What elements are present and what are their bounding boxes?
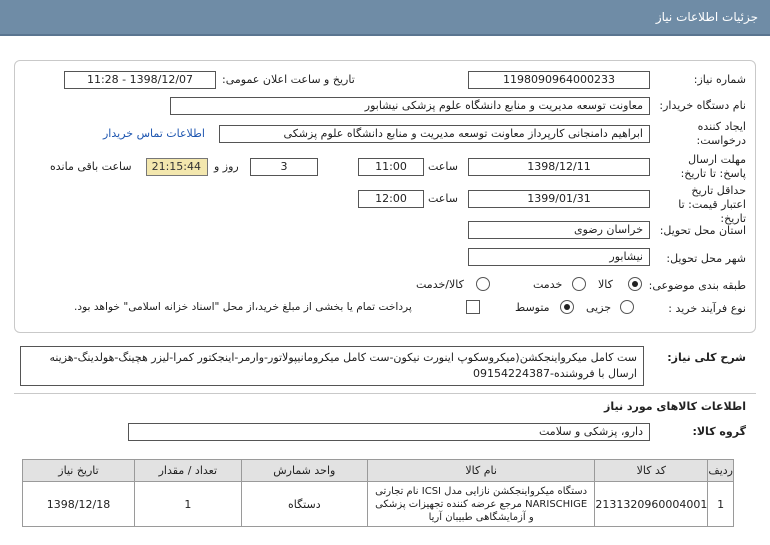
cell-quantity: 1 bbox=[135, 482, 242, 527]
category-option-goods-service: کالا/خدمت bbox=[416, 278, 464, 291]
goods-group-label: گروه کالا: bbox=[692, 425, 746, 438]
category-radio-goods[interactable] bbox=[628, 277, 642, 291]
remaining-time-label: ساعت باقی مانده bbox=[50, 160, 132, 173]
category-option-service: خدمت bbox=[533, 278, 563, 291]
need-number-label: شماره نیاز: bbox=[693, 73, 746, 86]
validity-label: حداقل تاریخ اعتبار قیمت: تا تاریخ: bbox=[678, 184, 746, 225]
province-label: استان محل تحویل: bbox=[659, 224, 746, 237]
validity-date-field: 1399/01/31 bbox=[468, 190, 650, 208]
announce-field: 1398/12/07 - 11:28 bbox=[64, 71, 216, 89]
section-divider bbox=[14, 393, 756, 394]
validity-time-field: 12:00 bbox=[358, 190, 424, 208]
process-radio-medium[interactable] bbox=[560, 300, 574, 314]
goods-table-header-row bbox=[23, 460, 734, 482]
deadline-time-label: ساعت bbox=[428, 160, 458, 173]
process-label: نوع فرآیند خرید : bbox=[668, 302, 746, 315]
creator-label: ایجاد کننده درخواست: bbox=[696, 120, 746, 147]
category-radio-service[interactable] bbox=[572, 277, 586, 291]
process-option-minor: جزیی bbox=[586, 301, 612, 314]
remaining-time-badge: 21:15:44 bbox=[146, 158, 208, 176]
process-option-medium: متوسط bbox=[515, 301, 550, 314]
category-radio-goods-service[interactable] bbox=[476, 277, 490, 291]
deadline-time-field: 11:00 bbox=[358, 158, 424, 176]
process-radio-minor[interactable] bbox=[620, 300, 634, 314]
deadline-days-field: 3 bbox=[250, 158, 318, 176]
goods-group-field: دارو، پزشکی و سلامت bbox=[128, 423, 650, 441]
col-row-number: ردیف bbox=[708, 460, 734, 482]
cell-unit: دستگاه bbox=[241, 482, 367, 527]
deadline-day-label: روز و bbox=[214, 160, 239, 173]
category-label: طبقه بندی موضوعی: bbox=[648, 279, 746, 292]
page-title: جزئیات اطلاعات نیاز bbox=[655, 10, 758, 24]
province-field: خراسان رضوی bbox=[468, 221, 650, 239]
col-item-code: کد کالا bbox=[595, 460, 708, 482]
cell-item-name: دستگاه میکرواینجکشن نازایی مدل ICSI نام تجارتی NARISCHIGE مرجع عرضه کننده تجهیزات پزشکی و آزمایشگاهی طبیبان آریا bbox=[367, 482, 594, 527]
buyer-label: نام دستگاه خریدار: bbox=[659, 99, 746, 112]
buyer-field: معاونت توسعه مدیریت و منابع دانشگاه علوم پزشکی نیشابور bbox=[170, 97, 650, 115]
col-unit: واحد شمارش bbox=[241, 460, 367, 482]
deadline-date-field: 1398/12/11 bbox=[468, 158, 650, 176]
page-header bbox=[0, 0, 770, 36]
treasury-bonds-note: پرداخت تمام یا بخشی از مبلغ خرید،از محل "اسناد خزانه اسلامی" خواهد بود. bbox=[74, 301, 412, 313]
creator-field: ابراهیم دامنجانی کارپرداز معاونت توسعه مدیریت و منابع دانشگاه علوم پزشکی bbox=[219, 125, 650, 143]
goods-section-title: اطلاعات کالاهای مورد نیاز bbox=[604, 400, 746, 413]
description-label: شرح کلی نیاز: bbox=[667, 351, 746, 364]
goods-table bbox=[22, 459, 734, 527]
cell-item-code: 2131320960004001 bbox=[595, 482, 708, 527]
col-item-name: نام کالا bbox=[367, 460, 594, 482]
col-need-date: تاریخ نیاز bbox=[23, 460, 135, 482]
city-label: شهر محل تحویل: bbox=[666, 252, 746, 265]
description-field: ست کامل میکرواینجکشن(میکروسکوپ اینورت نیکون-ست کامل میکرومانیپولاتور-وارمر-اینجکتور کمرا-لیزر هچینگ-هولدینگ-هزینه ارسال با فروشنده-09154224387 bbox=[20, 346, 644, 386]
deadline-label: مهلت ارسال پاسخ: تا تاریخ: bbox=[680, 153, 746, 180]
need-number-field: 1198090964000233 bbox=[468, 71, 650, 89]
cell-row-number: 1 bbox=[708, 482, 734, 527]
category-option-goods: کالا bbox=[598, 278, 613, 291]
announce-label: تاریخ و ساعت اعلان عمومی: bbox=[222, 73, 355, 86]
validity-time-label: ساعت bbox=[428, 192, 458, 205]
city-field: نیشابور bbox=[468, 248, 650, 266]
treasury-bonds-checkbox[interactable] bbox=[466, 300, 480, 314]
col-quantity: تعداد / مقدار bbox=[135, 460, 242, 482]
cell-need-date: 1398/12/18 bbox=[23, 482, 135, 527]
buyer-contact-link[interactable]: اطلاعات تماس خریدار bbox=[103, 127, 205, 140]
table-row bbox=[23, 482, 734, 527]
